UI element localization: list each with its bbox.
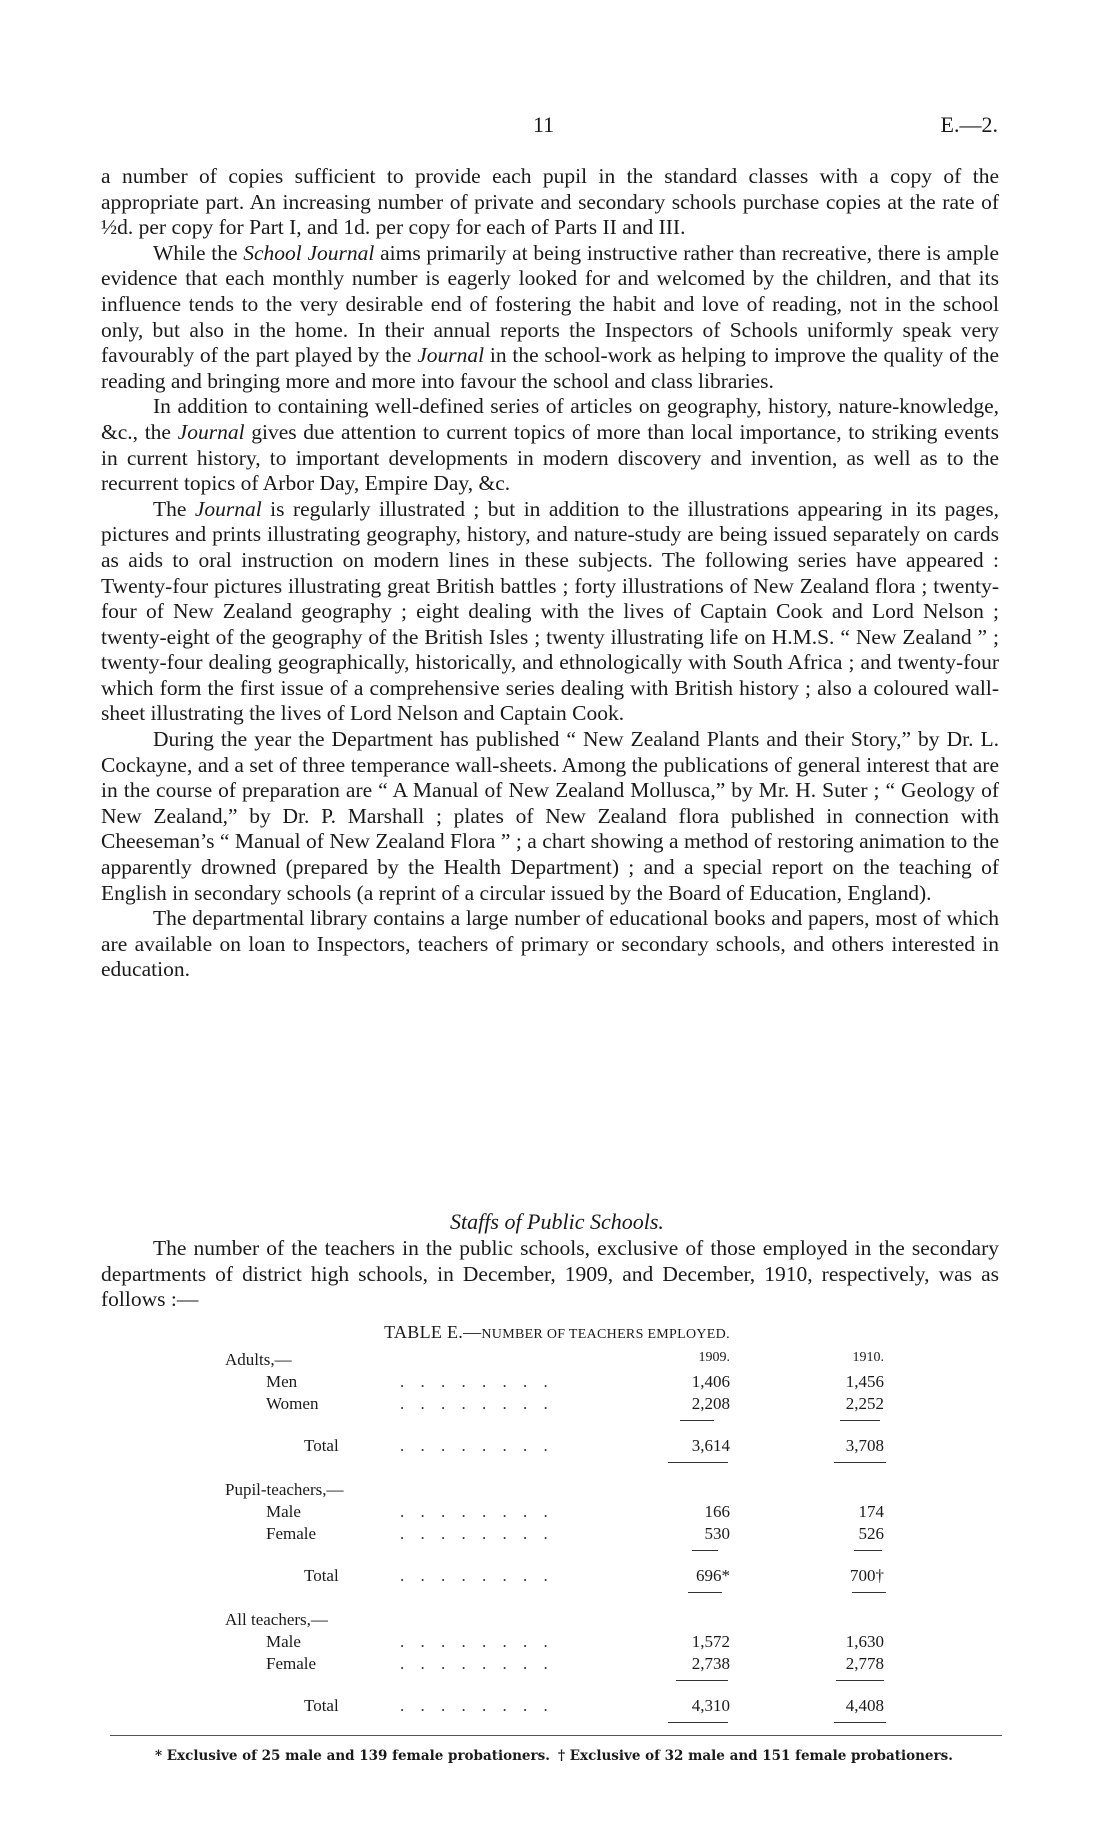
table-row (0, 1610, 1114, 1632)
paragraph: In addition to containing well-defined series of articles on geography, history, nature-knowledge, &c., the Journal gives due attention to current topics of more than local importance, to striking events in current history, to important developments in modern discovery and invention, as well as to the recurrent topics of Arbor Day, Empire Day, &c. (101, 394, 999, 496)
total-rule (688, 1592, 722, 1593)
paragraph: a number of copies sufficient to provide each pupil in the standard classes with a copy of the appropriate part. An increasing number of private and secondary schools purchase copies at the rate of ½d. per copy for Part I, and 1d. per copy for each of Parts II and III. (101, 164, 999, 240)
group-label: All teachers,— (225, 1610, 328, 1629)
body-text (101, 164, 999, 983)
cell-1909: 166 (704, 1502, 730, 1521)
table-row (0, 1350, 1114, 1372)
cell-1910: 1,456 (845, 1372, 884, 1391)
table-row (0, 1632, 1114, 1654)
table-row (0, 1394, 1114, 1416)
cell-1909: 530 (704, 1524, 730, 1543)
sum-rule (676, 1680, 728, 1681)
table-row-total (0, 1436, 1114, 1458)
table-row (0, 1480, 1114, 1502)
leader-dots: . . . . . . . . (400, 1696, 554, 1715)
paragraph: While the School Journal aims primarily at being instructive rather than recreative, there is ample evidence that each monthly number is eagerly looked for and welcomed by the children, and that its influence tends to the very desirable end of fostering the habit and love of reading, not in the school only, but also in the home. In their annual reports the Inspectors of Schools uniformly speak very favourably of the part played by the Journal in the school-work as helping to improve the quality of the reading and bringing more and more into favour the school and class libraries. (101, 240, 999, 393)
leader-dots: . . . . . . . . (400, 1654, 554, 1673)
total-1910: 700† (850, 1566, 884, 1585)
total-1909: 696* (696, 1566, 730, 1585)
leader-dots: . . . . . . . . (400, 1524, 554, 1543)
paragraph: The departmental library contains a large number of educational books and papers, most of which are available on loan to Inspectors, teachers of primary or secondary schools, and others interested in education. (101, 906, 999, 982)
year-header-1910: 1910. (852, 1350, 884, 1365)
table-title-text: NUMBER OF TEACHERS EMPLOYED. (481, 1327, 730, 1342)
section-heading: Staffs of Public Schools. (450, 1209, 664, 1234)
series-code: E.—2. (940, 112, 998, 137)
leader-dots: . . . . . . . . (400, 1372, 554, 1391)
sum-rule (840, 1420, 880, 1421)
cell-1909: 2,208 (691, 1394, 730, 1413)
row-label: Male (266, 1502, 301, 1521)
total-label: Total (304, 1566, 339, 1585)
cell-1909: 2,738 (691, 1654, 730, 1673)
page-number: 11 (533, 112, 555, 137)
page-header (0, 112, 1114, 142)
cell-1910: 174 (858, 1502, 884, 1521)
footnote-star: * Exclusive of 25 male and 139 female probationers. (155, 1748, 550, 1764)
paragraph: During the year the Department has published “ New Zealand Plants and their Story,” by Dr. L. Cockayne, and a set of three temperance wall-sheets. Among the publications of general interest that are in the course of preparation are “ A Manual of New Zealand Mollusca,” by Mr. H. Suter ; “ Geology of New Zealand,” by Dr. P. Marshall ; plates of New Zealand flora published in connection with Cheeseman’s “ Manual of New Zealand Flora ” ; a chart showing a method of restoring animation to the apparently drowned (prepared by the Health Department) ; and a special report on the teaching of English in secondary schools (a reprint of a circular issued by the Board of Education, England). (101, 727, 999, 905)
row-label: Male (266, 1632, 301, 1651)
leader-dots: . . . . . . . . (400, 1436, 554, 1455)
table-row (0, 1502, 1114, 1524)
cell-1909: 1,406 (691, 1372, 730, 1391)
table-row (0, 1654, 1114, 1676)
leader-dots: . . . . . . . . (400, 1632, 554, 1651)
cell-1910: 526 (858, 1524, 884, 1543)
cell-1910: 2,252 (845, 1394, 884, 1413)
staffs-paragraph-block (101, 1236, 999, 1313)
total-1909: 4,310 (691, 1696, 730, 1715)
total-1910: 4,408 (845, 1696, 884, 1715)
cell-1909: 1,572 (691, 1632, 730, 1651)
table-row (0, 1372, 1114, 1394)
total-label: Total (304, 1436, 339, 1455)
footnote-dagger: † Exclusive of 32 male and 151 female probationers. (558, 1748, 953, 1764)
row-label: Women (266, 1394, 319, 1413)
total-1910: 3,708 (845, 1436, 884, 1455)
cell-1910: 2,778 (845, 1654, 884, 1673)
cell-1910: 1,630 (845, 1632, 884, 1651)
sum-rule (680, 1420, 714, 1421)
row-label: Female (266, 1654, 317, 1673)
table-row-total (0, 1566, 1114, 1588)
group-label: Adults,— (225, 1350, 292, 1369)
table-row (0, 1524, 1114, 1546)
footnote-rule (110, 1735, 1002, 1736)
sum-rule (836, 1680, 884, 1681)
paragraph: The number of the teachers in the public schools, exclusive of those employed in the secondary departments of district high schools, in December, 1909, and December, 1910, respectively, was as follows :— (101, 1236, 999, 1312)
total-rule (834, 1722, 886, 1723)
total-rule (668, 1462, 728, 1463)
leader-dots: . . . . . . . . (400, 1566, 554, 1585)
total-label: Total (304, 1696, 339, 1715)
total-1909: 3,614 (691, 1436, 730, 1455)
leader-dots: . . . . . . . . (400, 1502, 554, 1521)
table-title-prefix: TABLE E.— (384, 1322, 482, 1342)
paragraph: The Journal is regularly illustrated ; but in addition to the illustrations appearing in its pages, pictures and prints illustrating geography, history, and nature-study are being issued separately on cards as aids to oral instruction on modern lines in these subjects. The following series have appeared : Twenty-four pictures illustrating great British battles ; forty illustrations of New Zealand flora ; twenty-four of New Zealand geography ; eight dealing with the lives of Captain Cook and Lord Nelson ; twenty-eight of the geography of the British Isles ; twenty illustrating life on H.M.S. “ New Zealand ” ; twenty-four dealing geographically, historically, and ethnologically with South Africa ; and twenty-four which form the first issue of a comprehensive series dealing with British history ; also a coloured wall-sheet illustrating the lives of Lord Nelson and Captain Cook. (101, 496, 999, 726)
total-rule (834, 1462, 886, 1463)
sum-rule (854, 1550, 882, 1551)
row-label: Female (266, 1524, 317, 1543)
row-label: Men (266, 1372, 298, 1391)
group-label: Pupil-teachers,— (225, 1480, 344, 1499)
sum-rule (692, 1550, 718, 1551)
table-row-total (0, 1696, 1114, 1718)
total-rule (668, 1722, 728, 1723)
table-title (0, 1322, 1114, 1343)
total-rule (852, 1592, 886, 1593)
leader-dots: . . . . . . . . (400, 1394, 554, 1413)
year-header-1909: 1909. (698, 1350, 730, 1365)
